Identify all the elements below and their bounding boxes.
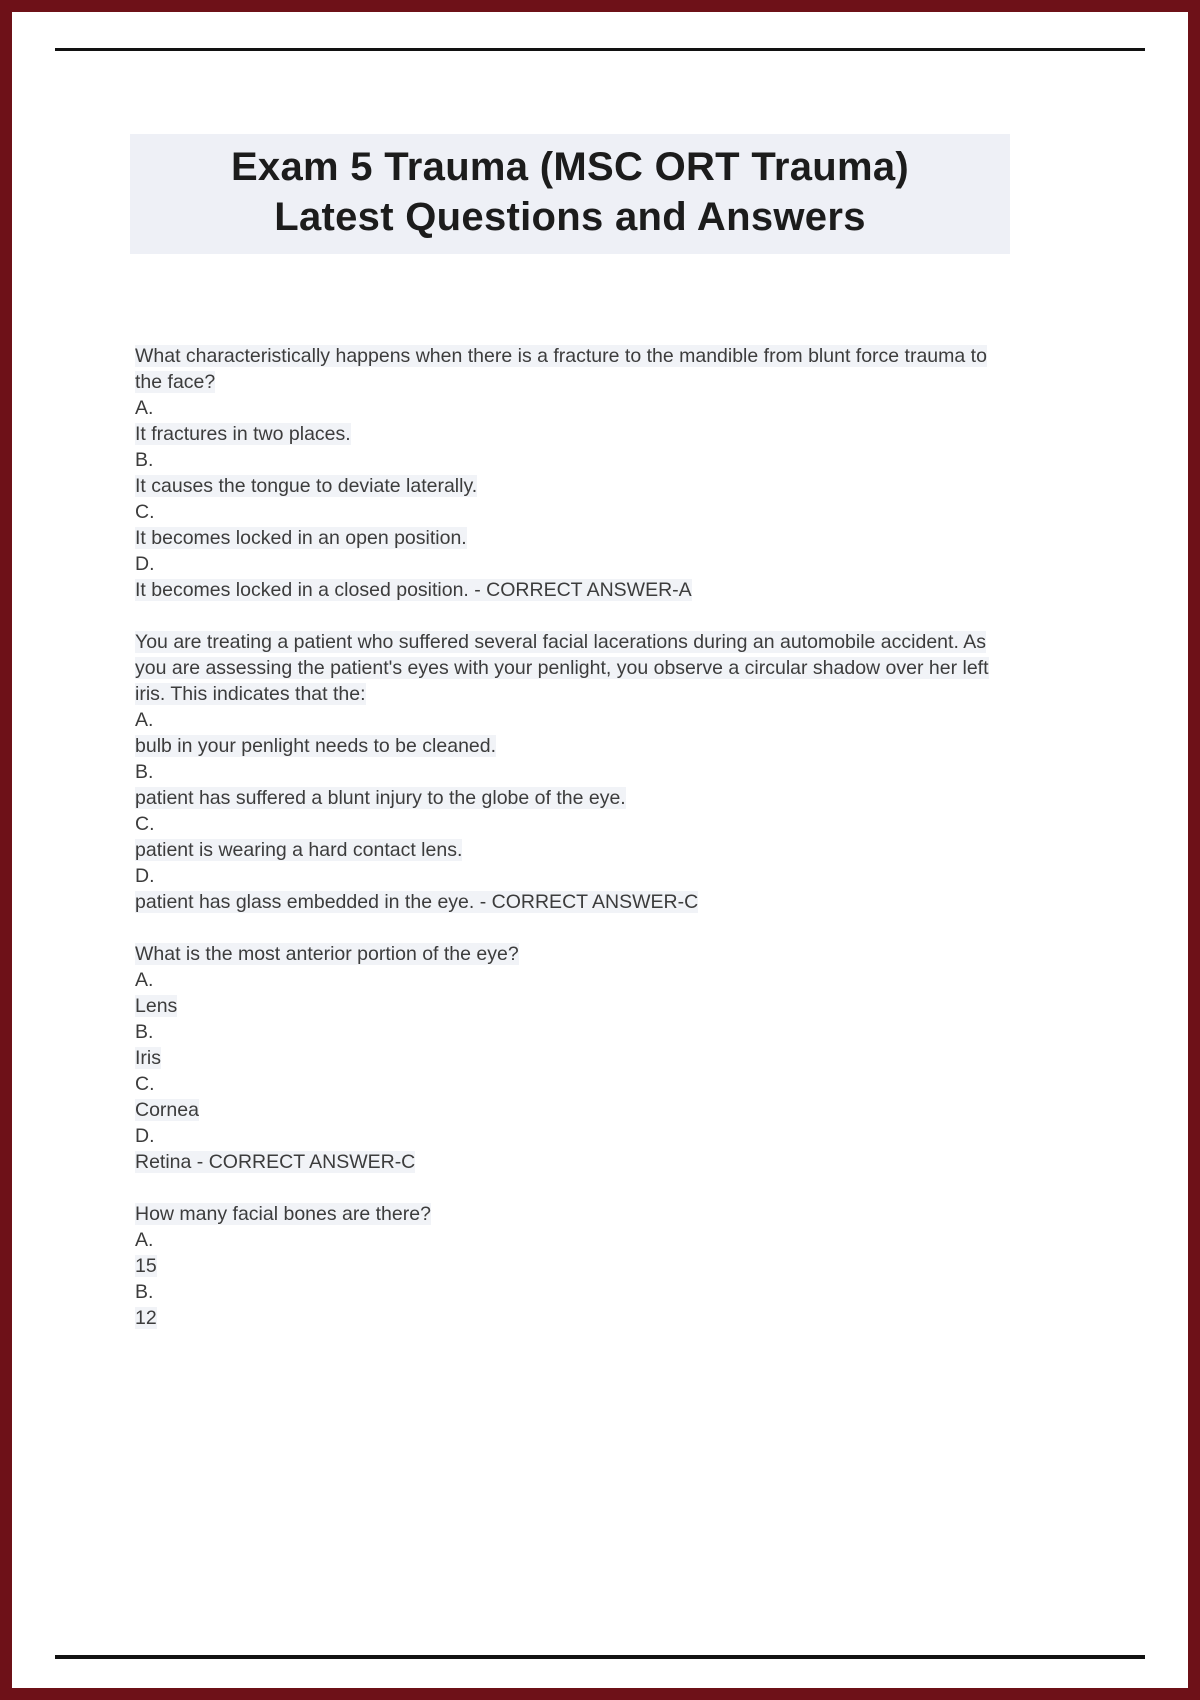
- question-text: How many facial bones are there?: [135, 1203, 431, 1225]
- options-list: [135, 707, 991, 915]
- option-label: B.: [135, 1281, 154, 1303]
- option-label: A.: [135, 397, 154, 419]
- top-divider-line: [55, 48, 1145, 51]
- option-text: Cornea: [135, 1099, 199, 1121]
- page-sheet: [12, 12, 1188, 1688]
- options-list: [135, 967, 991, 1175]
- option-text: Iris: [135, 1047, 161, 1069]
- option-label: C.: [135, 501, 155, 523]
- page-title: [130, 134, 1010, 254]
- option-text: It fractures in two places.: [135, 423, 351, 445]
- option-text: 15: [135, 1255, 157, 1277]
- question-text: What is the most anterior portion of the eye?: [135, 943, 519, 965]
- option-label: D.: [135, 1125, 155, 1147]
- option-text: patient has suffered a blunt injury to the globe of the eye.: [135, 787, 626, 809]
- option-text: 12: [135, 1307, 157, 1329]
- page-title-line-2: Latest Questions and Answers: [274, 195, 866, 239]
- page-title-line-1: Exam 5 Trauma (MSC ORT Trauma): [230, 145, 910, 189]
- options-list: [135, 1227, 991, 1331]
- question-block: [135, 629, 991, 915]
- option-label: B.: [135, 1021, 154, 1043]
- option-label: B.: [135, 449, 154, 471]
- option-label: D.: [135, 553, 155, 575]
- option-text: patient is wearing a hard contact lens.: [135, 839, 463, 861]
- option-label: C.: [135, 813, 155, 835]
- questions-list: [135, 343, 991, 1357]
- option-label: A.: [135, 969, 154, 991]
- question-block: [135, 1201, 991, 1331]
- question-block: [135, 941, 991, 1175]
- option-label: A.: [135, 709, 154, 731]
- option-text: patient has glass embedded in the eye. - CORRECT ANSWER-C: [135, 891, 699, 913]
- option-text: Lens: [135, 995, 178, 1017]
- option-text: Retina - CORRECT ANSWER-C: [135, 1151, 416, 1173]
- option-text: It becomes locked in a closed position. - CORRECT ANSWER-A: [135, 579, 692, 601]
- option-label: A.: [135, 1229, 154, 1251]
- bottom-divider-line: [55, 1655, 1145, 1659]
- question-text: You are treating a patient who suffered several facial lacerations during an automobile accident. As you are assessing the patient's eyes with your penlight, you observe a circular shadow over her left iris. This indicates that the:: [135, 631, 989, 705]
- question-block: [135, 343, 991, 603]
- option-label: B.: [135, 761, 154, 783]
- option-label: D.: [135, 865, 155, 887]
- option-text: bulb in your penlight needs to be cleaned.: [135, 735, 497, 757]
- options-list: [135, 395, 991, 603]
- option-label: C.: [135, 1073, 155, 1095]
- option-text: It causes the tongue to deviate laterally.: [135, 475, 478, 497]
- option-text: It becomes locked in an open position.: [135, 527, 467, 549]
- question-text: What characteristically happens when there is a fracture to the mandible from blunt force trauma to the face?: [135, 345, 987, 393]
